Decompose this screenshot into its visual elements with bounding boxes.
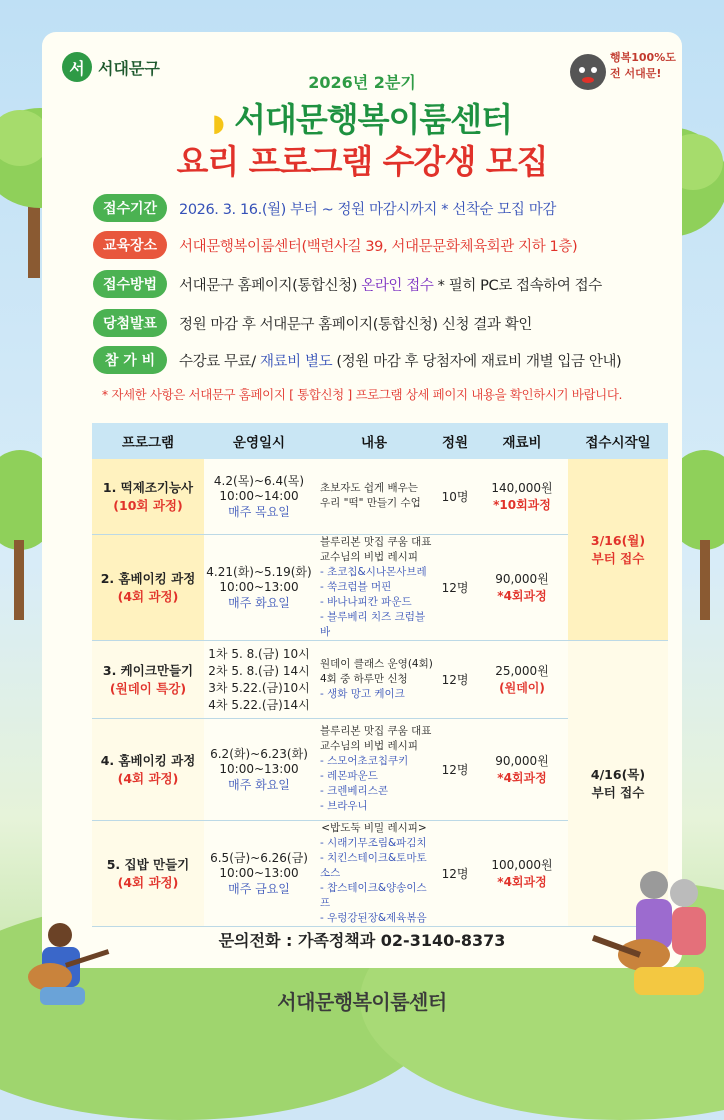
footer-center-name: 서대문행복이룸센터 xyxy=(277,990,447,1014)
district-logo-icon: 서 xyxy=(62,52,92,82)
schedule-cell: 6.2(화)~6.23(화) 10:00~13:00 매주 화요일 xyxy=(204,718,314,820)
info-label: 당첨발표 xyxy=(93,309,167,337)
content-cell: 초보자도 쉽게 배우는 우리 "떡" 만들기 수업 xyxy=(314,459,434,534)
info-label: 접수방법 xyxy=(93,270,167,298)
page-subtitle: 요리 프로그램 수강생 모집 xyxy=(176,142,548,181)
table-header: 내용 xyxy=(314,423,434,459)
content-cell: <밥도둑 비밀 레시피> - 시래기무조림&파김치 - 치킨스테이크&토마토소스 - 찹스테이크&양송이스프 - 우렁강된장&제육볶음 xyxy=(314,820,434,926)
info-row-announcement xyxy=(93,309,653,337)
schedule-cell: 4.21(화)~5.19(화) 10:00~13:00 매주 화요일 xyxy=(204,534,314,640)
season-label: 2026년 2분기 xyxy=(308,73,416,92)
table-header: 접수시작일 xyxy=(568,423,668,459)
table-header: 프로그램 xyxy=(92,423,204,459)
info-row-location xyxy=(93,231,653,259)
schedule-cell: 6.5(금)~6.26(금) 10:00~13:00 매주 금요일 xyxy=(204,820,314,926)
info-value: 서대문구 홈페이지(통합신청) 온라인 접수 * 필히 PC로 접속하여 접수 xyxy=(179,277,602,294)
fee-cell: 90,000원 *4회과정 xyxy=(476,718,568,820)
table-header-row xyxy=(92,423,668,459)
info-label: 접수기간 xyxy=(93,194,167,222)
content-cell: 블루리본 맛집 쿠움 대표 교수님의 비법 레시피 - 스모어초코칩쿠키 - 레몬파운드 - 크렌베리스콘 - 브라우니 xyxy=(314,718,434,820)
start-date-cell: 3/16(월) 부터 접수 xyxy=(568,459,668,640)
table-row xyxy=(92,459,668,534)
fee-cell: 100,000원 *4회과정 xyxy=(476,820,568,926)
program-cell: 1. 떡제조기능사 (10회 과정) xyxy=(92,459,204,534)
page-title-line1: 서대문행복이룸센터 xyxy=(234,100,513,139)
schedule-cell: 1차 5. 8.(금) 10시 2차 5. 8.(금) 14시 3차 5.22.(금)10시 4차 5.22.(금)14시 xyxy=(204,640,314,718)
capacity-cell: 10명 xyxy=(434,459,476,534)
program-cell: 2. 홈베이킹 과정 (4회 과정) xyxy=(92,534,204,640)
district-logo-text: 서대문구 xyxy=(98,58,160,78)
info-label: 참 가 비 xyxy=(93,346,167,374)
table-header: 정원 xyxy=(434,423,476,459)
info-row-method xyxy=(93,270,653,298)
fee-cell: 25,000원 (원데이) xyxy=(476,640,568,718)
program-cell: 3. 케이크만들기 (원데이 특강) xyxy=(92,640,204,718)
capacity-cell: 12명 xyxy=(434,718,476,820)
fee-cell: 90,000원 *4회과정 xyxy=(476,534,568,640)
info-row-period xyxy=(93,194,653,222)
schedule-cell: 4.2(목)~6.4(목) 10:00~14:00 매주 목요일 xyxy=(204,459,314,534)
table-header: 재료비 xyxy=(476,423,568,459)
mascot-slogan-text: 행복100%도전 서대문! xyxy=(610,51,676,80)
capacity-cell: 12명 xyxy=(434,820,476,926)
info-value: 정원 마감 후 서대문구 홈페이지(통합신청) 신청 결과 확인 xyxy=(179,316,532,333)
table-row xyxy=(92,640,668,718)
info-value: 수강료 무료/ 재료비 별도 (정원 마감 후 당첨자에 재료비 개별 입금 안내) xyxy=(179,353,622,370)
table-header: 운영일시 xyxy=(204,423,314,459)
info-label: 교육장소 xyxy=(93,231,167,259)
fee-cell: 140,000원 *10회과정 xyxy=(476,459,568,534)
program-cell: 4. 홈베이킹 과정 (4회 과정) xyxy=(92,718,204,820)
start-date-cell: 4/16(목) 부터 접수 xyxy=(568,640,668,926)
program-cell: 5. 집밥 만들기 (4회 과정) xyxy=(92,820,204,926)
capacity-cell: 12명 xyxy=(434,534,476,640)
info-value: 서대문행복이룸센터(백련사길 39, 서대문문화체육회관 지하 1층) xyxy=(179,238,578,255)
contact-phone: 문의전화 : 가족정책과 02-3140-8373 xyxy=(218,931,506,950)
content-cell: 블루리본 맛집 쿠움 대표 교수님의 비법 레시피 - 초코칩&시나몬사브레 - 쑥크럼블 머핀 - 바나나피칸 파운드 - 블루베리 치즈 크럼블바 xyxy=(314,534,434,640)
program-table xyxy=(92,423,668,927)
info-value: 2026. 3. 16.(월) 부터 ~ 정원 마감시까지 * 선착순 모집 마감 xyxy=(179,201,556,218)
bird-icon: ◗ xyxy=(211,109,224,137)
capacity-cell: 12명 xyxy=(434,640,476,718)
page-title xyxy=(0,94,724,141)
info-row-fee xyxy=(93,346,653,374)
content-cell: 원데이 클래스 운영(4회) 4회 중 하루만 신청 - 생화 망고 케이크 xyxy=(314,640,434,718)
notice-text: * 자세한 사항은 서대문구 홈페이지 [ 통합신청 ] 프로그램 상세 페이지 내용을 확인하시기 바랍니다. xyxy=(101,387,623,402)
